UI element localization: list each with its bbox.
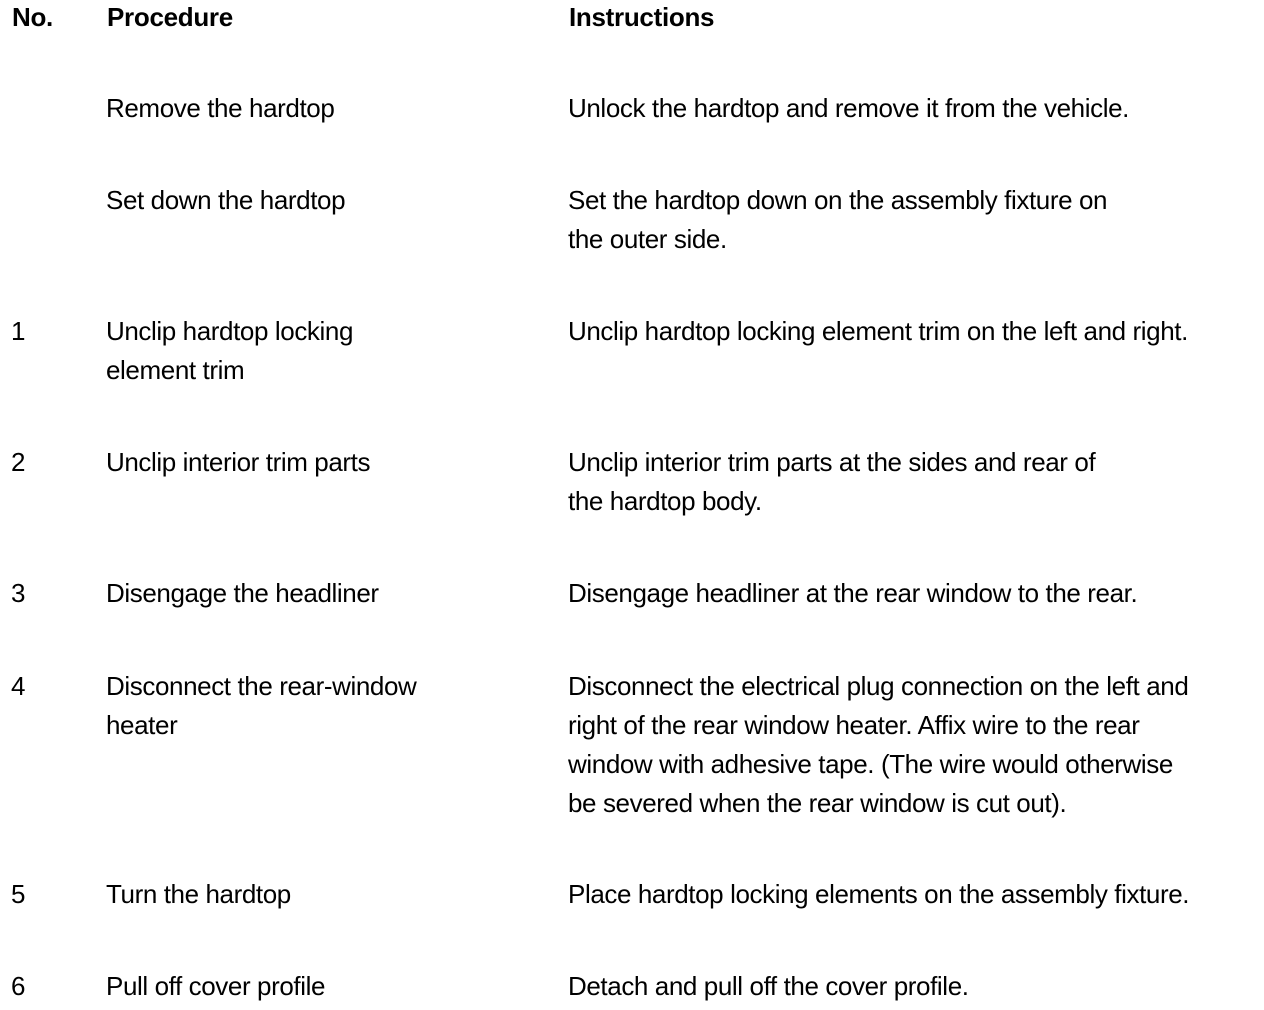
table-header <box>0 0 1264 40</box>
row-number: 4 <box>11 671 26 701</box>
header-procedure: Procedure <box>107 2 233 32</box>
row-instructions: Unclip hardtop locking element trim on the left and right. <box>568 316 1188 346</box>
row-procedure: Remove the hardtop <box>106 93 335 123</box>
row-number: 2 <box>11 447 26 477</box>
row-instructions: Place hardtop locking elements on the assembly fixture. <box>568 879 1190 909</box>
row-procedure: Turn the hardtop <box>106 879 291 909</box>
row-procedure: Disengage the headliner <box>106 578 379 608</box>
row-instructions: Unlock the hardtop and remove it from the vehicle. <box>568 93 1129 123</box>
row-instructions: Detach and pull off the cover profile. <box>568 971 969 1001</box>
row-number: 6 <box>11 971 26 1001</box>
row-number: 5 <box>11 879 26 909</box>
header-instructions: Instructions <box>569 2 715 32</box>
row-instructions: Disengage headliner at the rear window to the rear. <box>568 578 1138 608</box>
row-number: 3 <box>11 578 26 608</box>
row-procedure: Disconnect the rear-window heater <box>106 671 417 740</box>
header-no: No. <box>12 2 53 32</box>
row-procedure: Unclip interior trim parts <box>106 447 371 477</box>
row-instructions: Unclip interior trim parts at the sides and rear of the hardtop body. <box>568 447 1096 516</box>
row-procedure: Set down the hardtop <box>106 185 346 215</box>
row-procedure: Unclip hardtop locking element trim <box>106 316 354 385</box>
row-procedure: Pull off cover profile <box>106 971 326 1001</box>
row-instructions: Set the hardtop down on the assembly fixture on the outer side. <box>568 185 1108 254</box>
row-number: 1 <box>11 316 26 346</box>
row-instructions: Disconnect the electrical plug connection on the left and right of the rear window heater. Affix wire to the rear window with adhesive tape. (The wire would otherwise be severed when the rear window is cut out). <box>568 671 1189 818</box>
